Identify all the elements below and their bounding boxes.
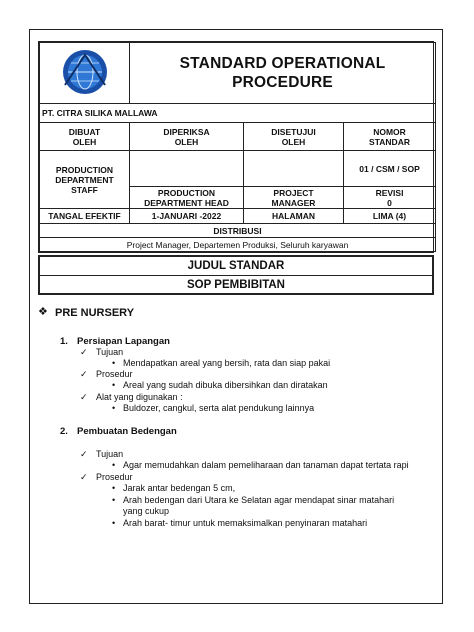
prosedur2-item-1: Jarak antar bedengan 5 cm, [123,483,236,493]
bullet-icon: • [112,460,116,470]
disetujui-oleh-header [244,123,344,151]
disetujui-signature-cell [244,151,344,187]
nomor-label: NOMOR [373,126,406,137]
sop-header-table [38,41,434,253]
prosedur2-label: Prosedur [96,472,133,482]
judul-box [38,255,434,295]
item-1-number: 1. [60,336,68,347]
disetujui-value [244,187,344,209]
distribusi-value: Project Manager, Departemen Produksi, Seluruh karyawan [40,238,436,252]
dibuat-oleh-label: OLEH [72,136,97,147]
judul-standar: JUDUL STANDAR [187,260,285,272]
section-title: PRE NURSERY [55,307,135,319]
prosedur2-item-2: Arah bedengan dari Utara ke Selatan agar mendapat sinar matahari [123,495,395,505]
diperiksa-label: DIPERIKSA [163,126,210,137]
tujuan2-item: Agar memudahkan dalam pemeliharaan dan tanaman dapat tertata rapi [123,460,409,470]
disetujui-oleh-label: OLEH [281,136,306,147]
tanggal-efektif-value: 1-JANUARI -2022 [130,209,244,224]
document-title [130,43,436,104]
title-line-1: STANDARD OPERATIONAL [179,55,386,72]
revisi-value: 0 [387,197,392,208]
logo-cell [40,43,130,104]
diperiksa-signature-cell [130,151,244,187]
distribusi-label: DISTRIBUSI [40,224,436,238]
item-1-title: Persiapan Lapangan [77,336,170,347]
bullet-icon: • [112,483,116,493]
bullet-icon: • [112,403,116,413]
halaman-value: LIMA (4) [344,209,436,224]
bullet-icon: • [112,495,116,505]
dibuat-value-line-1: PRODUCTION [55,164,114,175]
prosedur-label: Prosedur [96,369,133,379]
check-icon: ✓ [80,347,88,357]
item-2-number: 2. [60,426,68,437]
disetujui-value-line-2: MANAGER [271,197,316,208]
tujuan2-label: Tujuan [96,449,124,459]
diperiksa-oleh-header [130,123,244,151]
diperiksa-value-line-1: PRODUCTION [157,187,216,198]
section-bullet-icon: ❖ [38,306,48,318]
tujuan-item: Mendapatkan areal yang bersih, rata dan siap pakai [123,358,331,368]
tujuan-label: Tujuan [96,347,124,357]
check-icon: ✓ [80,369,88,379]
alat-label: Alat yang digunakan : [96,392,183,402]
diperiksa-value [130,187,244,209]
dibuat-value [40,151,130,209]
item-2-title: Pembuatan Bedengan [77,426,177,437]
bullet-icon: • [112,518,116,528]
dibuat-oleh-header [40,123,130,151]
check-icon: ✓ [80,449,88,459]
prosedur-item: Areal yang sudah dibuka dibersihkan dan diratakan [123,380,328,390]
nomor-standar-label: STANDAR [369,136,410,147]
tanggal-efektif-label: TANGAL EFEKTIF [40,209,130,224]
company-logo-icon [60,47,110,97]
dibuat-label: DIBUAT [68,126,101,137]
dibuat-value-line-2: DEPARTMENT [55,174,114,185]
check-icon: ✓ [80,472,88,482]
disetujui-value-line-1: PROJECT [273,187,314,198]
alat-item: Buldozer, cangkul, serta alat pendukung lainnya [123,403,315,413]
bullet-icon: • [112,358,116,368]
dibuat-value-line-3: STAFF [71,184,98,195]
revisi-label: REVISI [375,187,404,198]
title-line-2: PROCEDURE [232,74,333,91]
nomor-value: 01 / CSM / SOP [344,151,436,187]
disetujui-label: DISETUJUI [271,126,316,137]
prosedur2-item-2-cont: yang cukup [123,506,170,516]
revisi-cell [344,187,436,209]
diperiksa-oleh-label: OLEH [174,136,199,147]
halaman-label: HALAMAN [244,209,344,224]
bullet-icon: • [112,380,116,390]
company-name: PT. CITRA SILIKA MALLAWA [40,104,436,123]
check-icon: ✓ [80,392,88,402]
diperiksa-value-line-2: DEPARTMENT HEAD [144,197,229,208]
nomor-standar-header [344,123,436,151]
sop-title: SOP PEMBIBITAN [40,275,432,294]
prosedur2-item-3: Arah barat- timur untuk memaksimalkan penyinaran matahari [123,518,368,528]
